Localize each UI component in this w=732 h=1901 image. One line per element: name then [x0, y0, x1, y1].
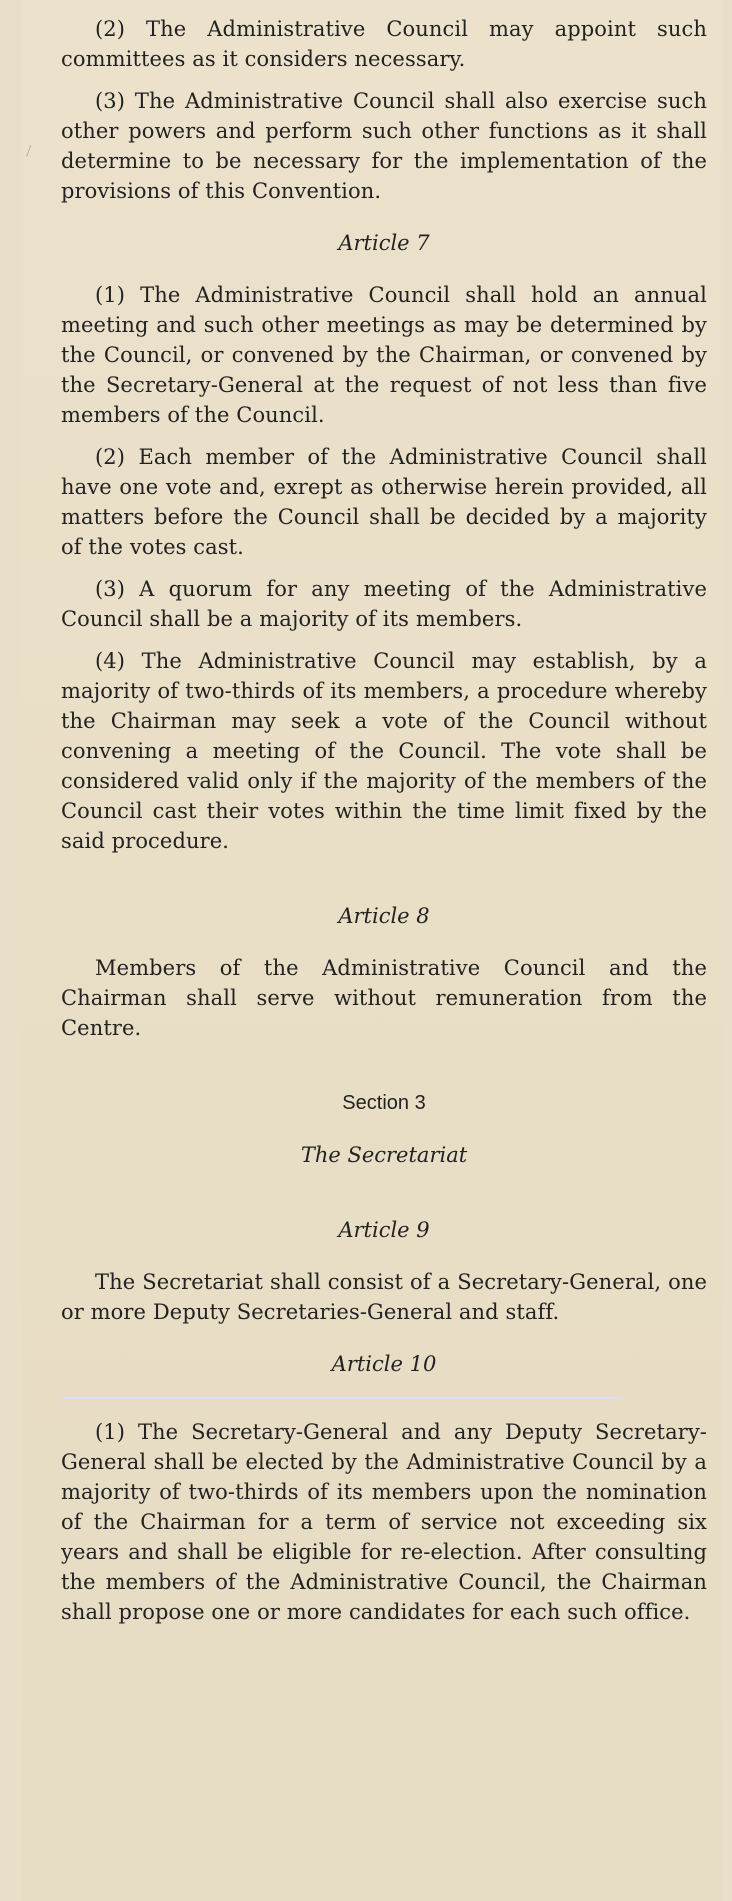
paragraph-8: Members of the Administrative Council and the Chairman shall serve without remuneration from the Centre.	[61, 956, 707, 1040]
margin-mark	[26, 145, 37, 159]
paragraph-6-2: (2) The Administrative Council may appoint such committees as it considers necessary.	[61, 17, 707, 71]
article-10-heading: Article 10	[331, 1352, 437, 1376]
paragraph-10-1: (1) The Secretary-General and any Deputy Secretary-General shall be elected by the Administrative Council by a majority of two-thirds of its members upon the nomination of the Chairman for a term of service not exceeding six years and shall be eligible for re-election. After consulting the members of the Administrative Council, the Chairman shall propose one or more candidates for each such office.	[61, 1420, 707, 1624]
paragraph-7-2: (2) Each member of the Administrative Council shall have one vote and, exrept as otherwise herein provided, all matters before the Council shall be decided by a majority of the votes cast.	[61, 445, 707, 559]
article-9-heading: Article 9	[338, 1218, 430, 1242]
paragraph-7-3: (3) A quorum for any meeting of the Administrative Council shall be a majority of its members.	[61, 577, 707, 631]
paragraph-7-1: (1) The Administrative Council shall hold an annual meeting and such other meetings as may be determined by the Council, or convened by the Chairman, or convened by the Secretary-General at the request of not less than five members of the Council.	[61, 283, 707, 427]
document-body	[61, 14, 707, 1627]
article-8-heading: Article 8	[338, 904, 430, 928]
article-7-heading: Article 7	[338, 231, 430, 255]
section-3-heading: Section 3	[342, 1092, 426, 1114]
secretariat-heading: The Secretariat	[300, 1143, 468, 1167]
document-page	[22, 0, 722, 1901]
paragraph-7-4: (4) The Administrative Council may establish, by a majority of two-thirds of its members, a procedure whereby the Chairman may seek a vote of the Council without convening a meeting of the Council. The vote shall be considered valid only if the majority of the members of the Council cast their votes within the time limit fixed by the said procedure.	[61, 649, 707, 853]
paragraph-9: The Secretariat shall consist of a Secretary-General, one or more Deputy Secretaries-General and staff.	[61, 1270, 707, 1324]
paragraph-6-3: (3) The Administrative Council shall also exercise such other powers and perform such other functions as it shall determine to be necessary for the implementation of the provisions of this Convention.	[61, 89, 707, 203]
divider-line	[61, 1397, 621, 1399]
